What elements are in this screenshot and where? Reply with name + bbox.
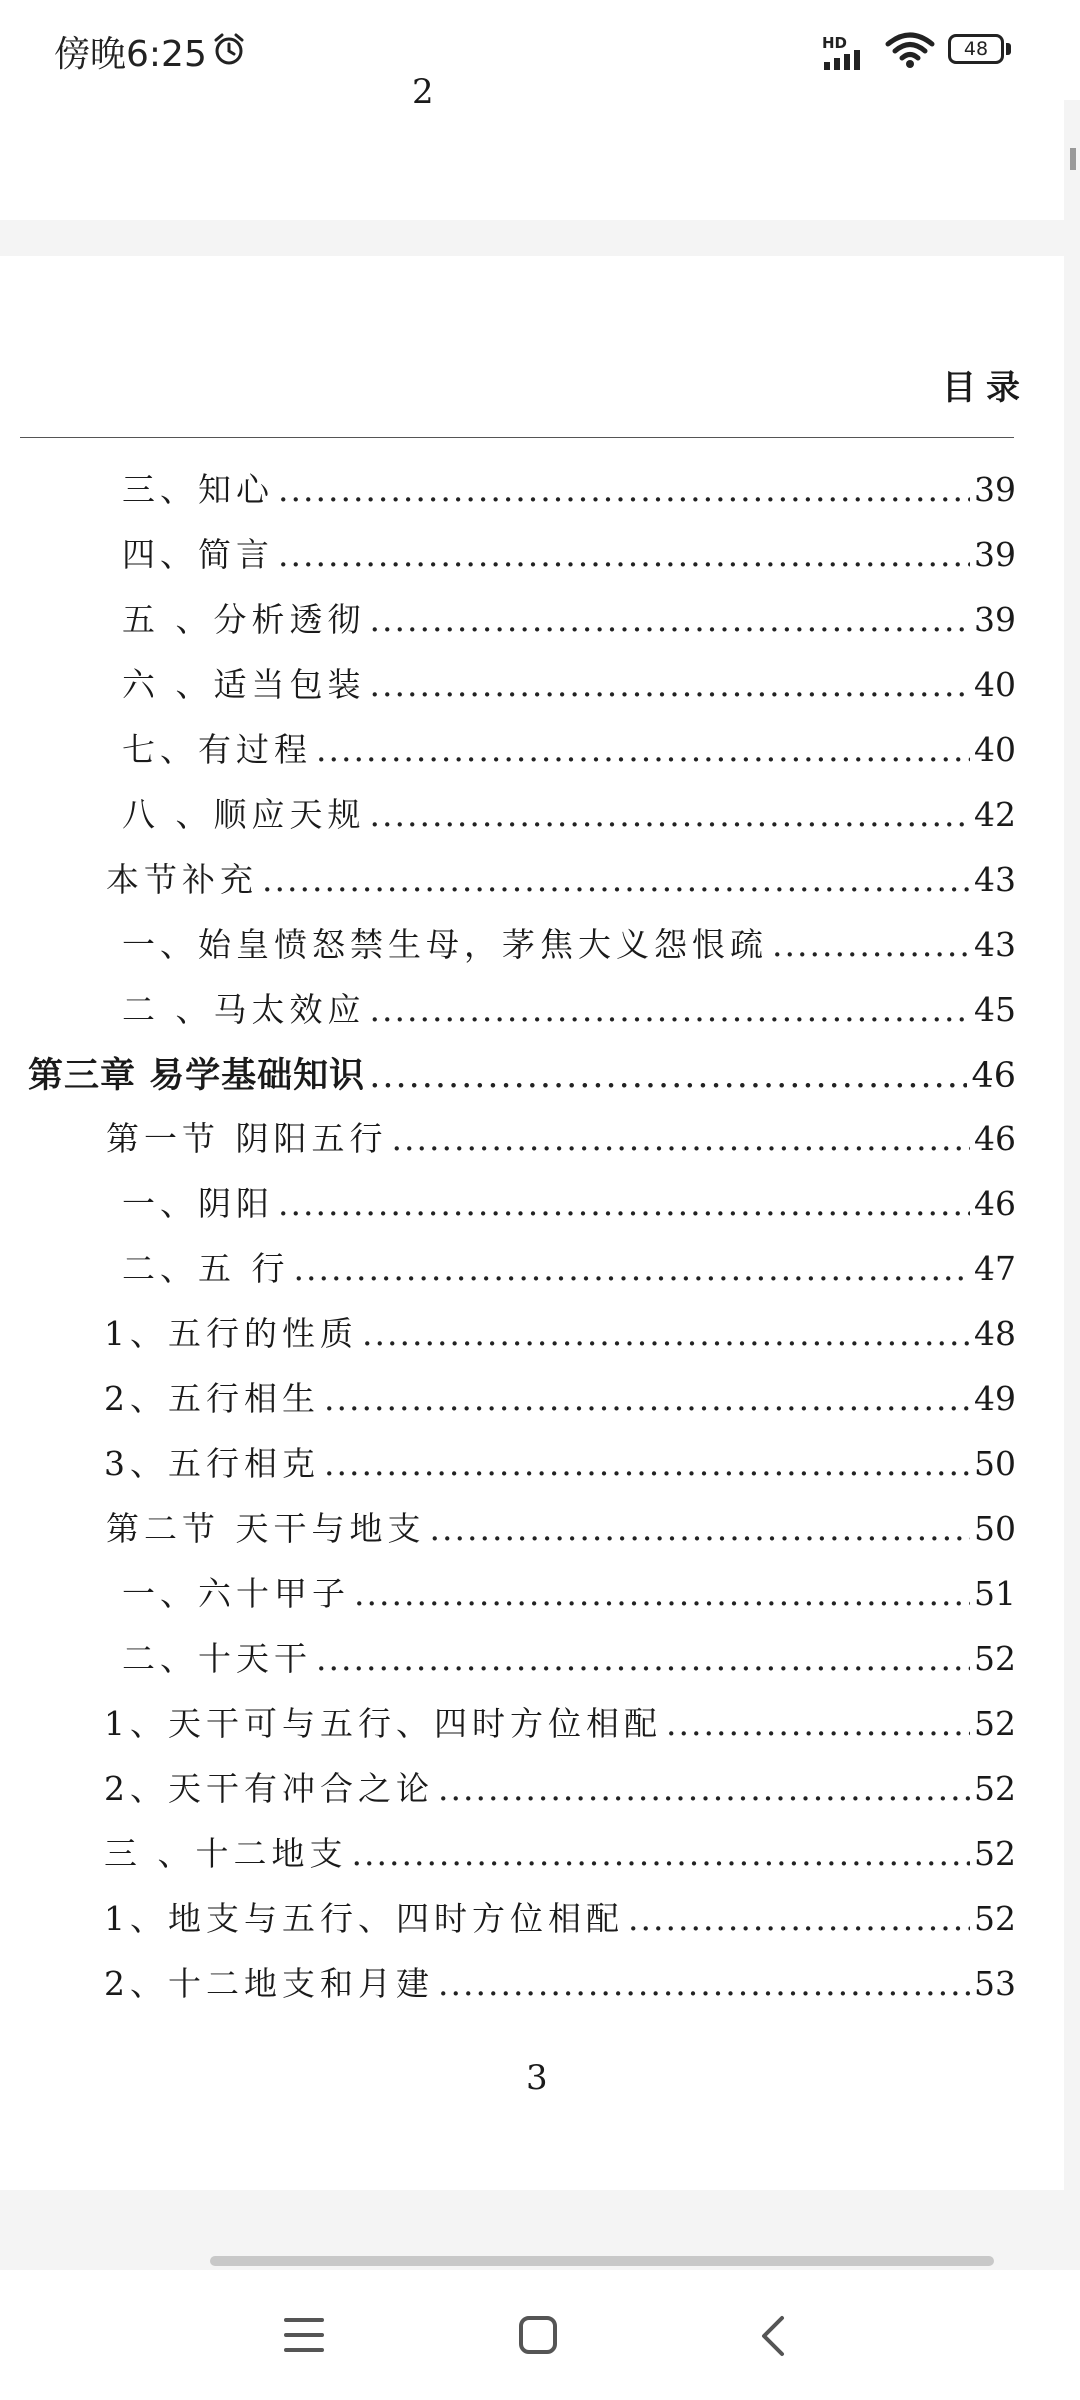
toc-entry[interactable]: 八 、顺应天规 ..... 42 bbox=[122, 789, 1016, 836]
horizontal-scrollbar[interactable] bbox=[210, 2256, 994, 2266]
alarm-clock-icon bbox=[212, 32, 246, 66]
menu-icon[interactable] bbox=[284, 2318, 324, 2354]
toc-entry[interactable]: 2、十二地支和月建 ..... 53 bbox=[104, 1958, 1016, 2005]
toc-entry[interactable]: 本节补充 ..... 43 bbox=[106, 854, 1016, 901]
document-page bbox=[0, 256, 1064, 2190]
back-icon[interactable] bbox=[756, 2314, 792, 2358]
network-type: HD bbox=[822, 34, 848, 52]
previous-page-number: 2 bbox=[412, 72, 434, 112]
toc-entry[interactable]: 七、有过程 ..... 40 bbox=[122, 724, 1016, 771]
scroll-indicator bbox=[1070, 148, 1076, 170]
toc-entry[interactable]: 3、五行相克 ..... 50 bbox=[104, 1438, 1016, 1485]
toc-entry[interactable]: 三、知心 ..... 39 bbox=[122, 464, 1016, 511]
toc-entry[interactable]: 五 、分析透彻 ..... 39 bbox=[122, 594, 1016, 641]
wifi-icon bbox=[884, 30, 936, 70]
toc-entry[interactable]: 1、天干可与五行、四时方位相配 ..... 52 bbox=[104, 1698, 1016, 1745]
status-time: 傍晚6:25 bbox=[54, 34, 207, 75]
toc-section-entry[interactable]: 第二节 天干与地支 ..... 50 bbox=[106, 1503, 1016, 1550]
cell-signal-icon bbox=[822, 50, 872, 70]
toc-entry[interactable]: 三 、十二地支 ..... 52 bbox=[104, 1828, 1016, 1875]
previous-page bbox=[0, 72, 1064, 220]
navigation-bar bbox=[0, 2270, 1080, 2400]
header-rule bbox=[20, 437, 1014, 438]
toc-entry[interactable]: 一、始皇愤怒禁生母，茅焦大义怨恨疏 ..... 43 bbox=[122, 919, 1016, 966]
battery-level: 48 bbox=[948, 34, 1004, 64]
toc-entry[interactable]: 1、地支与五行、四时方位相配 ..... 52 bbox=[104, 1893, 1016, 1940]
toc-entry[interactable]: 二、五 行 ..... 47 bbox=[122, 1243, 1016, 1290]
toc-entry[interactable]: 二 、马太效应 ..... 45 bbox=[122, 984, 1016, 1031]
toc-entry[interactable]: 2、五行相生 ..... 49 bbox=[104, 1373, 1016, 1420]
battery-icon bbox=[948, 34, 1012, 66]
toc-entry[interactable]: 二、十天干 ..... 52 bbox=[122, 1633, 1016, 1680]
toc-entry[interactable]: 1、五行的性质 ..... 48 bbox=[104, 1308, 1016, 1355]
toc-heading: 目录 bbox=[942, 368, 1030, 408]
home-icon[interactable] bbox=[519, 2316, 557, 2354]
toc-entry[interactable]: 一、六十甲子 ..... 51 bbox=[122, 1568, 1016, 1615]
toc-entry[interactable]: 四、简言 ..... 39 bbox=[122, 529, 1016, 576]
status-bar bbox=[0, 0, 1080, 100]
toc-chapter-entry[interactable]: 第三章 易学基础知识 ..... 46 bbox=[28, 1048, 1016, 1098]
toc-entry[interactable]: 2、天干有冲合之论 ..... 52 bbox=[104, 1763, 1016, 1810]
toc-entry[interactable]: 一、阴阳 ..... 46 bbox=[122, 1178, 1016, 1225]
page-number: 3 bbox=[526, 2058, 548, 2098]
toc-section-entry[interactable]: 第一节 阴阳五行 ..... 46 bbox=[106, 1113, 1016, 1160]
toc-entry[interactable]: 六 、适当包装 ..... 40 bbox=[122, 659, 1016, 706]
